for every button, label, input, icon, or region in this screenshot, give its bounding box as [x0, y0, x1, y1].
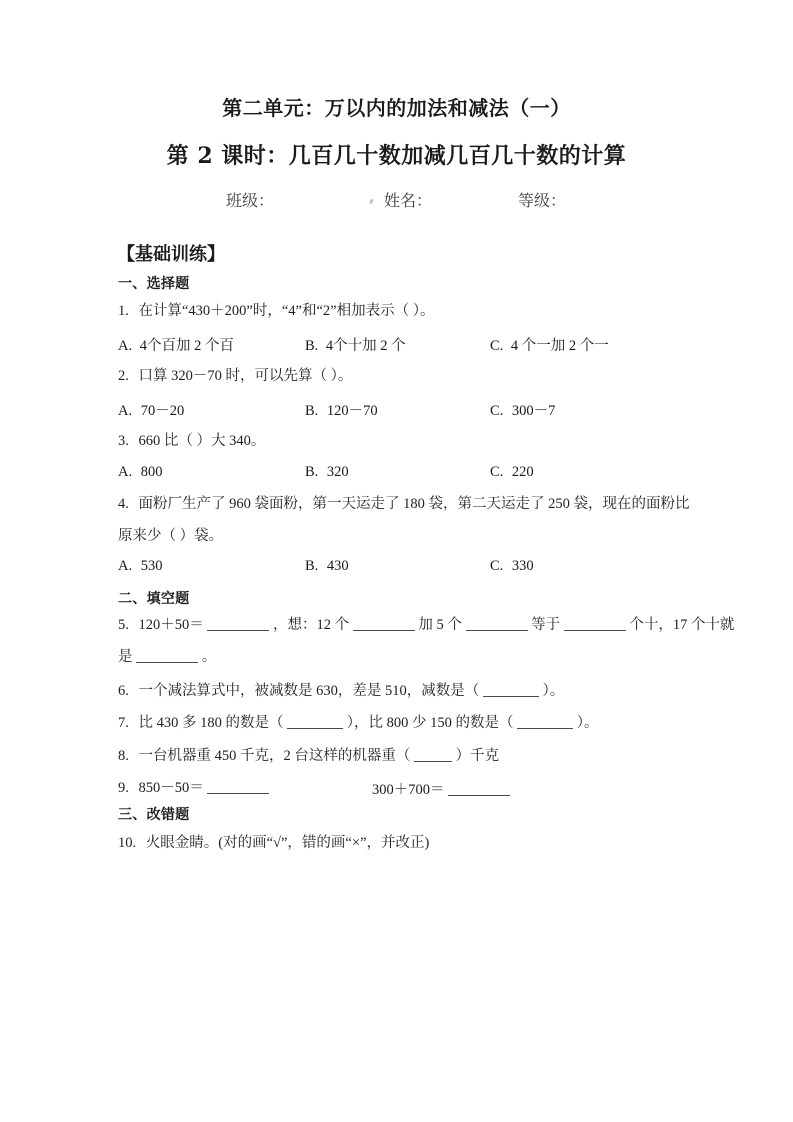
section-heading-fill: 二、填空题 — [118, 591, 190, 607]
option-2b-text: 120－70 — [326, 403, 378, 419]
question-5-blank-4[interactable] — [564, 630, 626, 631]
option-2c[interactable] — [490, 399, 555, 420]
question-4-options — [118, 558, 698, 578]
question-2-number: 2. — [118, 368, 129, 384]
option-4a-key: A. — [118, 558, 133, 574]
option-2b[interactable] — [305, 399, 378, 420]
page-title-lesson: 第 2 课时：几百几十数加减几百几十数的计算 — [166, 143, 627, 169]
option-2c-text: 300－7 — [511, 403, 556, 419]
option-3a[interactable] — [118, 464, 162, 481]
option-3b-key: B. — [305, 464, 319, 480]
question-5-blank-1[interactable] — [207, 630, 269, 631]
question-8 — [118, 746, 499, 766]
question-7-blank-2[interactable] — [517, 728, 573, 729]
section-heading-correction: 三、改错题 — [118, 807, 190, 823]
option-4b-key: B. — [305, 558, 319, 574]
question-5-part5: 个十，17 个十就 — [629, 617, 735, 633]
question-9-number: 9. — [118, 780, 129, 796]
question-5-blank-3[interactable] — [466, 630, 528, 631]
question-8-prefix: 一台机器重 450 千克，2 台这样的机器重（ — [138, 748, 411, 764]
question-1-number: 1. — [118, 303, 129, 319]
question-9 — [118, 778, 269, 798]
grade-label: 等级： — [518, 193, 567, 210]
option-1b[interactable] — [305, 334, 406, 355]
option-3c[interactable] — [490, 464, 534, 481]
question-6 — [118, 681, 564, 701]
question-1-text: 在计算“430＋200”时，“4”和“2”相加表示（ ）。 — [138, 303, 435, 319]
question-7 — [118, 713, 599, 733]
question-5-part3: 加 5 个 — [418, 617, 462, 633]
question-6-blank[interactable] — [483, 696, 539, 697]
question-7-mid: ），比 800 少 150 的数是（ — [346, 715, 514, 731]
question-8-number: 8. — [118, 748, 129, 764]
question-7-suffix: ）。 — [576, 715, 599, 731]
page-title-unit: 第二单元：万以内的加法和减法（一） — [222, 96, 571, 120]
question-4-line1 — [118, 494, 690, 514]
question-5-part1: 120＋50＝ — [138, 617, 204, 633]
question-5-line2 — [118, 647, 216, 667]
option-1c-key: C. — [490, 338, 504, 354]
option-4a[interactable] — [118, 558, 162, 575]
question-4-number: 4. — [118, 496, 129, 512]
question-10-text: 火眼金睛。(对的画“√”，错的画“×”，并改正) — [145, 835, 430, 851]
class-label: 班级： — [226, 193, 275, 210]
option-1b-text: 4个十加 2 个 — [325, 338, 406, 354]
question-7-blank-1[interactable] — [287, 728, 343, 729]
option-1a-key: A. — [118, 338, 133, 354]
option-2a[interactable] — [118, 399, 184, 420]
question-9-expr-2: 300＋700＝ — [372, 782, 445, 798]
question-4-line2: 原来少（ ）袋。 — [118, 528, 224, 544]
question-6-suffix: ）。 — [542, 683, 565, 699]
question-5-number: 5. — [118, 617, 129, 633]
question-5-part4: 等于 — [531, 617, 561, 633]
option-2a-text: 70－20 — [140, 403, 185, 419]
question-4-text-line1: 面粉厂生产了 960 袋面粉，第一天运走了 180 袋，第二天运走了 250 袋，现在的面粉比 — [138, 496, 690, 512]
question-5-blank-5[interactable] — [136, 662, 198, 663]
student-info-row — [118, 188, 678, 214]
question-3-text: 660 比（ ）大 340。 — [138, 433, 266, 449]
question-5-line2-prefix: 是 — [118, 649, 133, 665]
question-9-blank-1[interactable] — [207, 793, 269, 794]
option-3c-text: 220 — [511, 464, 534, 480]
question-10-number: 10. — [118, 835, 137, 851]
question-7-number: 7. — [118, 715, 129, 731]
question-9-expr-1: 850－50＝ — [138, 780, 204, 796]
question-5-line1 — [118, 615, 735, 635]
question-3-options — [118, 464, 698, 484]
question-6-number: 6. — [118, 683, 129, 699]
option-3a-key: A. — [118, 464, 133, 480]
question-9-blank-2[interactable] — [448, 795, 510, 796]
option-1c-text: 4 个一加 2 个一 — [510, 338, 609, 354]
section-heading-choice: 一、选择题 — [118, 276, 190, 292]
option-2c-key: C. — [490, 403, 504, 419]
question-3-number: 3. — [118, 433, 129, 449]
question-1-options — [118, 334, 698, 354]
option-4b[interactable] — [305, 558, 349, 575]
option-1c[interactable] — [490, 334, 609, 355]
option-4a-text: 530 — [140, 558, 163, 574]
main-section-heading: 【基础训练】 — [117, 244, 225, 265]
option-4b-text: 430 — [326, 558, 349, 574]
question-2-text: 口算 320－70 时，可以先算（ ）。 — [138, 368, 353, 384]
question-3 — [118, 431, 265, 451]
option-2b-key: B. — [305, 403, 319, 419]
question-8-suffix: ）千克 — [455, 748, 500, 764]
question-5-blank-2[interactable] — [353, 630, 415, 631]
option-3b[interactable] — [305, 464, 349, 481]
question-8-blank[interactable] — [414, 761, 452, 762]
question-1 — [118, 301, 435, 321]
option-4c-key: C. — [490, 558, 504, 574]
question-7-prefix: 比 430 多 180 的数是（ — [138, 715, 284, 731]
option-4c[interactable] — [490, 558, 534, 575]
ink-speck-artifact — [370, 199, 374, 205]
question-9-second-column — [372, 778, 510, 799]
question-6-prefix: 一个减法算式中，被减数是 630，差是 510，减数是（ — [138, 683, 480, 699]
option-1a-text: 4个百加 2 个百 — [139, 338, 234, 354]
option-2a-key: A. — [118, 403, 133, 419]
option-1b-key: B. — [305, 338, 319, 354]
question-2 — [118, 366, 352, 386]
option-3b-text: 320 — [326, 464, 349, 480]
question-5-line2-suffix: 。 — [201, 649, 217, 665]
option-3c-key: C. — [490, 464, 504, 480]
question-2-options — [118, 399, 698, 419]
name-label: 姓名： — [384, 193, 433, 210]
question-10 — [118, 833, 429, 853]
option-4c-text: 330 — [511, 558, 534, 574]
option-1a[interactable] — [118, 334, 234, 355]
question-5-part2: ，想：12 个 — [273, 617, 350, 633]
option-3a-text: 800 — [140, 464, 163, 480]
